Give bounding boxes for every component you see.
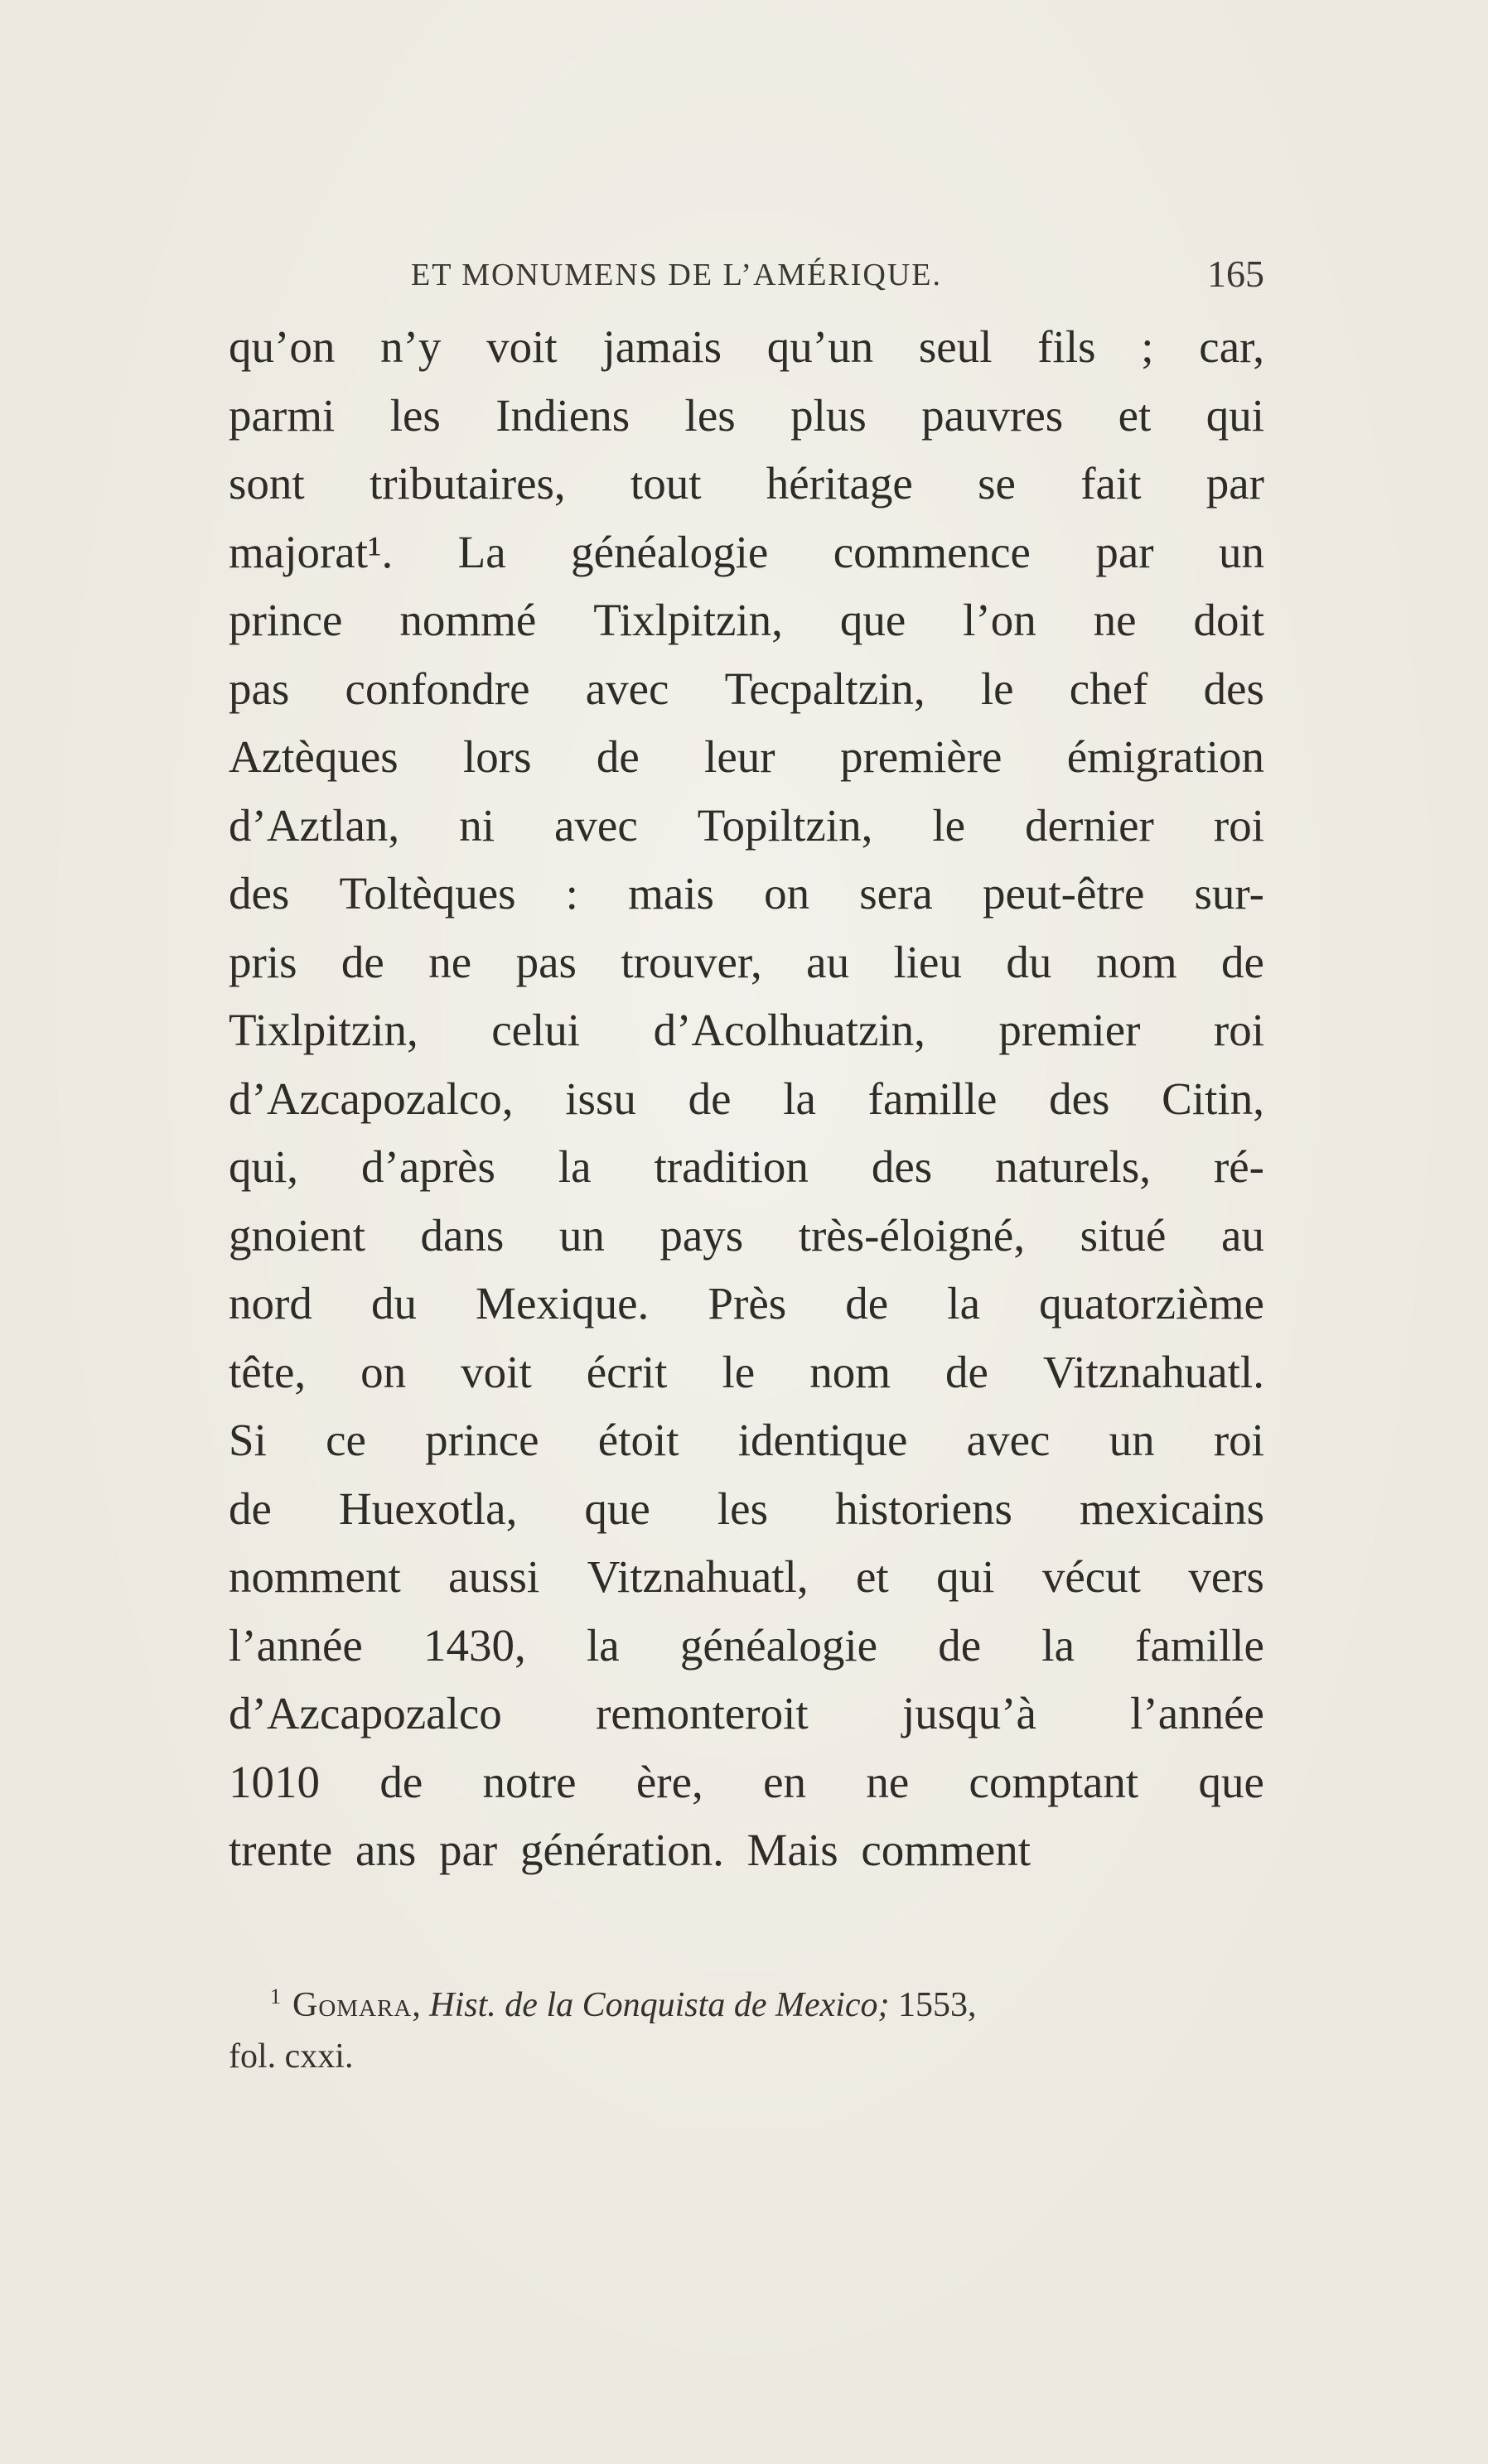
text-line: qu’on n’y voit jamais qu’un seul fils ; car, xyxy=(229,321,1264,372)
text-line: parmi les Indiens les plus pauvres et qui xyxy=(229,389,1264,441)
running-head xyxy=(229,248,1264,298)
text-line: d’Azcapozalco remonteroit jusqu’à l’année xyxy=(229,1688,1264,1738)
text-line: Tixlpitzin, celui d’Acolhuatzin, premier roi xyxy=(229,1005,1264,1055)
text-line: 1010 de notre ère, en ne comptant que xyxy=(229,1756,1264,1807)
footnote-line-2: fol. cxxi. xyxy=(229,2037,354,2076)
text-line: gnoient dans un pays très-éloigné, situé au xyxy=(229,1209,1264,1261)
text-line: Si ce prince étoit identique avec un roi xyxy=(229,1415,1264,1465)
footnote-title: Hist. de la Conquista de Mexico; xyxy=(429,1986,890,2024)
text-line: qui, d’après la tradition des naturels, ré- xyxy=(229,1141,1264,1192)
text-line: Aztèques lors de leur première émigration xyxy=(229,731,1264,782)
page-number: 165 xyxy=(1207,253,1264,295)
text-line: tête, on voit écrit le nom de Vitznahuatl. xyxy=(229,1346,1264,1397)
text-line: des Toltèques : mais on sera peut-être sur- xyxy=(229,868,1264,919)
footnote-marker: 1 xyxy=(270,1984,281,2008)
text-line: sont tributaires, tout héritage se fait par xyxy=(229,458,1264,509)
text-line: nomment aussi Vitznahuatl, et qui vécut vers xyxy=(229,1551,1264,1602)
text-line: l’année 1430, la généalogie de la famille xyxy=(229,1619,1264,1671)
text-line: prince nommé Tixlpitzin, que l’on ne doit xyxy=(229,595,1264,645)
footnote-line-1 xyxy=(229,1971,1264,2031)
text-line: d’Aztlan, ni avec Topiltzin, le dernier roi xyxy=(229,799,1264,851)
running-title: ET MONUMENS DE L’AMÉRIQUE. xyxy=(411,258,942,292)
footnote-separator: , xyxy=(412,1986,430,2024)
text-line: d’Azcapozalco, issu de la famille des Citin, xyxy=(229,1073,1264,1124)
text-line: trente ans par génération. Mais comment xyxy=(229,1825,1031,1875)
footnote xyxy=(229,1971,1264,2082)
footnote-author: Gomara xyxy=(292,1986,413,2024)
text-line: nord du Mexique. Près de la quatorzième xyxy=(229,1278,1264,1328)
text-line: majorat¹. La généalogie commence par un xyxy=(229,526,1264,577)
text-line: pas confondre avec Tecpaltzin, le chef des xyxy=(229,663,1264,714)
text-line: pris de ne pas trouver, au lieu du nom de xyxy=(229,936,1264,987)
body-text xyxy=(229,313,1264,1885)
footnote-year: 1553, xyxy=(889,1986,977,2024)
text-line: de Huexotla, que les historiens mexicains xyxy=(229,1483,1264,1534)
